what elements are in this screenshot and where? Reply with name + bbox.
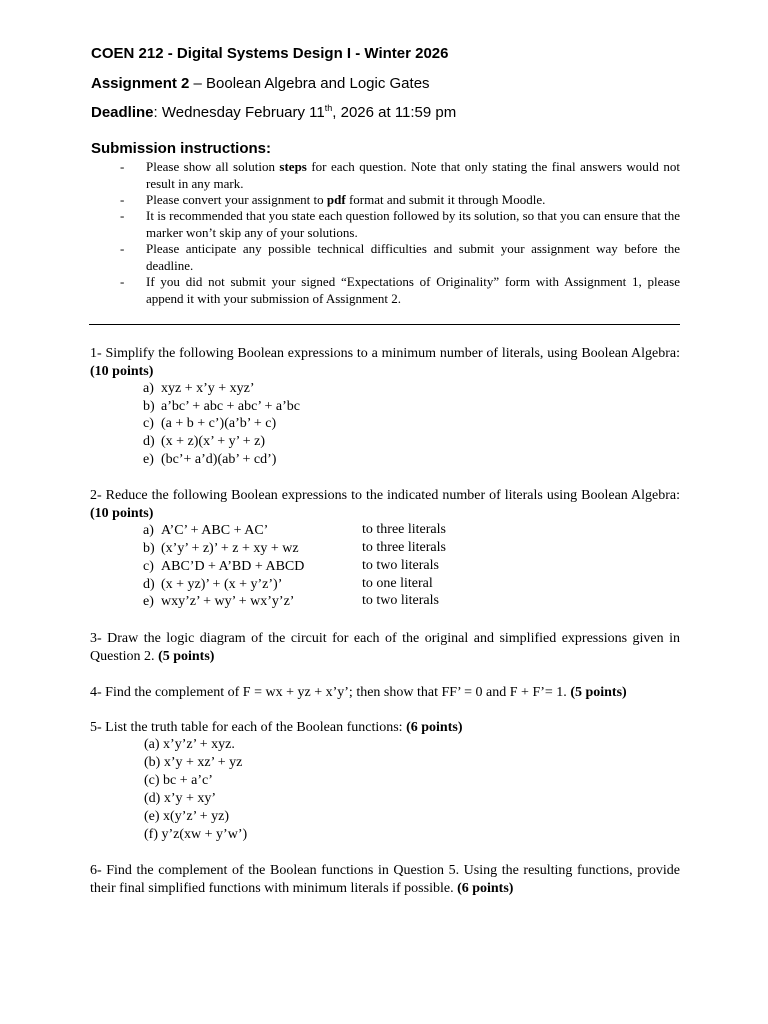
- q5-item: [144, 826, 247, 844]
- item-expression: x’y + xz’ + yz: [163, 755, 243, 770]
- item-expression: (a + b + c’)(a’b’ + c): [161, 416, 277, 431]
- item-expression: ABC’D + A’BD + ABCD: [161, 559, 305, 574]
- question-text: 4- Find the complement of F = wx + yz + x’y’; then show that FF’ = 0 and F + F’= 1.: [90, 685, 571, 700]
- item-expression: (x’y’ + z)’ + z + xy + wz: [161, 541, 299, 556]
- item-label: a): [143, 523, 154, 538]
- item-expression: x’y’z’ + xyz.: [163, 737, 235, 752]
- instruction-text: It is recommended that you state each question followed by its solution, so that you can ensure that the marker won’t skip any of your solutions.: [146, 208, 680, 240]
- question-5: [90, 719, 680, 737]
- q2-target: to three literals: [362, 522, 446, 537]
- q1-item: [143, 380, 255, 398]
- item-expression: A’C’ + ABC + AC’: [161, 523, 269, 538]
- item-label: (b): [144, 755, 161, 770]
- item-label: (c): [144, 773, 160, 788]
- item-expression: (x + yz)’ + (x + y’z’)’: [161, 577, 283, 592]
- q2-target: to one literal: [362, 576, 433, 591]
- q2-item: [143, 522, 268, 540]
- q5-item: [144, 808, 229, 826]
- item-label: e): [143, 594, 154, 609]
- question-6: [90, 862, 680, 898]
- question-points: (10 points): [90, 506, 154, 521]
- item-label: d): [143, 434, 155, 449]
- bullet-dash: -: [120, 192, 125, 207]
- item-label: b): [143, 541, 155, 556]
- question-4: [90, 684, 680, 702]
- question-points: (10 points): [90, 364, 154, 379]
- horizontal-divider: [89, 324, 680, 325]
- q1-item: [143, 398, 300, 416]
- q2-item: [143, 540, 299, 558]
- q2-item: [143, 593, 294, 611]
- instruction-text: If you did not submit your signed “Expectations of Originality” form with Assignment 1, please append it with your submission of Assignment 2.: [146, 274, 680, 306]
- q1-item: [143, 433, 265, 451]
- bullet-dash: -: [120, 241, 125, 256]
- deadline-label: Deadline: [91, 104, 154, 121]
- deadline-line: [91, 104, 456, 121]
- q2-target: to two literals: [362, 593, 439, 608]
- item-expression: (bc’+ a’d)(ab’ + cd’): [161, 452, 277, 467]
- q2-item: [143, 558, 304, 576]
- item-label: e): [143, 452, 154, 467]
- item-expression: x(y’z’ + yz): [163, 809, 229, 824]
- instruction-text: Please convert your assignment to: [146, 192, 327, 207]
- item-expression: a’bc’ + abc + abc’ + a’bc: [161, 399, 300, 414]
- bullet-dash: -: [120, 159, 125, 174]
- bullet-dash: -: [120, 208, 125, 223]
- question-1: [90, 345, 680, 381]
- question-text: 2- Reduce the following Boolean expressions to the indicated number of literals using Boolean Algebra:: [90, 488, 680, 503]
- question-text: 3- Draw the logic diagram of the circuit for each of the original and simplified expressions given in Question 2.: [90, 631, 680, 664]
- instruction-text: format and submit it through Moodle.: [345, 192, 546, 207]
- instruction-item: [120, 192, 680, 209]
- assignment-label: Assignment 2: [91, 75, 190, 92]
- q5-item: [144, 772, 213, 790]
- item-expression: y’z(xw + y’w’): [161, 827, 248, 842]
- item-label: (a): [144, 737, 160, 752]
- assignment-topic: – Boolean Algebra and Logic Gates: [189, 75, 430, 92]
- item-label: (e): [144, 809, 160, 824]
- item-expression: bc + a’c’: [163, 773, 213, 788]
- item-expression: wxy’z’ + wy’ + wx’y’z’: [161, 594, 295, 609]
- instruction-text: Please anticipate any possible technical difficulties and submit your assignment way before the deadline.: [146, 241, 680, 273]
- q2-target: to two literals: [362, 558, 439, 573]
- q5-item: [144, 736, 235, 754]
- instruction-item: [120, 274, 680, 307]
- deadline-text-pre: : Wednesday February 11: [153, 104, 325, 121]
- question-text: 6- Find the complement of the Boolean functions in Question 5. Using the resulting functions, provide their final simplified functions with minimum literals if possible.: [90, 863, 680, 896]
- instruction-item: [120, 159, 680, 192]
- item-label: d): [143, 577, 155, 592]
- instruction-item: [120, 208, 680, 241]
- q1-item: [143, 451, 276, 469]
- q2-target: to three literals: [362, 540, 446, 555]
- item-label: (d): [144, 791, 161, 806]
- instruction-bold: pdf: [326, 192, 346, 207]
- deadline-sup: th: [324, 103, 333, 113]
- instruction-text: for each question. Note that only stating the final answers would not result in any mark.: [146, 159, 680, 191]
- q1-item: [143, 415, 276, 433]
- question-2: [90, 487, 680, 523]
- q2-item: [143, 576, 282, 594]
- question-3: [90, 630, 680, 666]
- course-title: COEN 212 - Digital Systems Design I - Winter 2026: [91, 45, 449, 62]
- item-label: c): [143, 416, 154, 431]
- item-label: b): [143, 399, 155, 414]
- question-points: (6 points): [406, 720, 463, 735]
- q5-item: [144, 754, 242, 772]
- bullet-dash: -: [120, 274, 125, 289]
- instruction-item: [120, 241, 680, 274]
- item-label: a): [143, 381, 154, 396]
- instruction-text: Please show all solution: [146, 159, 280, 174]
- instruction-bold: steps: [279, 159, 307, 174]
- instructions-heading: Submission instructions:: [91, 140, 272, 157]
- question-text: 5- List the truth table for each of the Boolean functions:: [90, 720, 407, 735]
- q5-item: [144, 790, 216, 808]
- item-label: c): [143, 559, 154, 574]
- assignment-line: [91, 75, 430, 92]
- item-expression: xyz + x’y + xyz’: [161, 381, 255, 396]
- deadline-text-post: , 2026 at 11:59 pm: [332, 104, 457, 121]
- item-expression: x’y + xy’: [163, 791, 217, 806]
- item-expression: (x + z)(x’ + y’ + z): [161, 434, 266, 449]
- question-points: (6 points): [457, 881, 514, 896]
- question-points: (5 points): [570, 685, 627, 700]
- question-text: 1- Simplify the following Boolean expressions to a minimum number of literals, using Boolean Algebra:: [90, 346, 680, 361]
- question-points: (5 points): [158, 649, 215, 664]
- item-label: (f): [144, 827, 158, 842]
